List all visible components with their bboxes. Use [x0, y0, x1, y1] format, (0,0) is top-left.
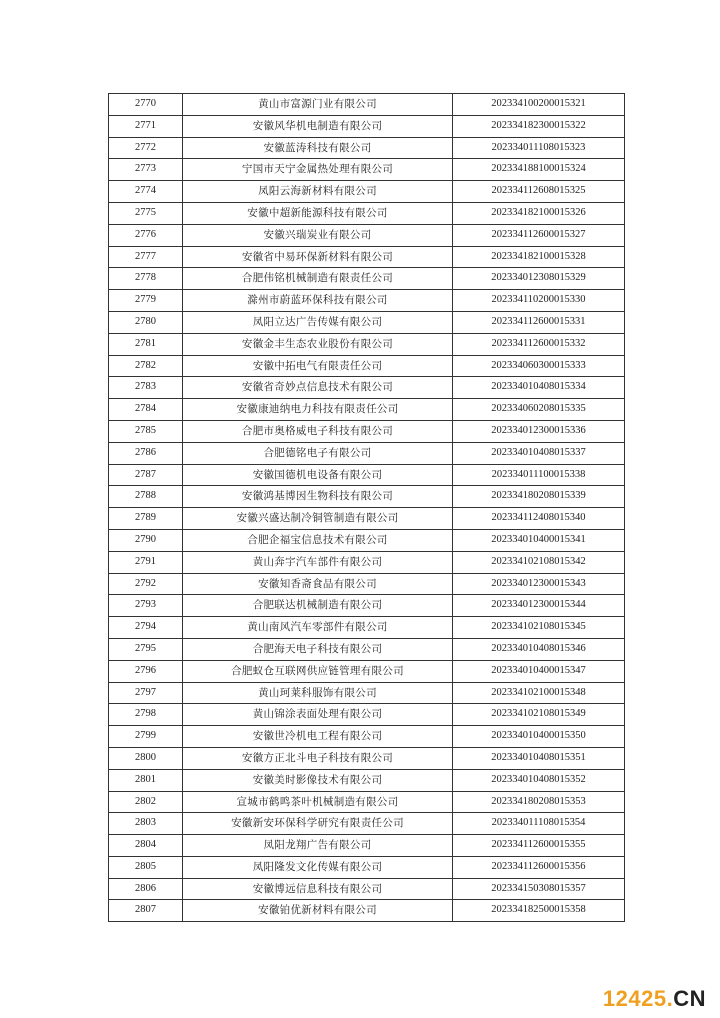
table-row [109, 181, 625, 203]
registration-code-cell: 202334010408015346 [453, 638, 625, 660]
row-number-cell: 2803 [109, 813, 183, 835]
table-row [109, 355, 625, 377]
registration-code-cell: 202334010408015352 [453, 769, 625, 791]
row-number-cell: 2804 [109, 835, 183, 857]
company-name-cell: 黄山市富源门业有限公司 [183, 94, 453, 116]
row-number-cell: 2788 [109, 486, 183, 508]
table-row [109, 442, 625, 464]
row-number-cell: 2800 [109, 747, 183, 769]
table-row [109, 268, 625, 290]
row-number-cell: 2792 [109, 573, 183, 595]
table-row [109, 595, 625, 617]
table-row [109, 747, 625, 769]
registration-code-cell: 202334010400015341 [453, 529, 625, 551]
table-row [109, 573, 625, 595]
table-row [109, 224, 625, 246]
company-name-cell: 合肥蚁仓互联网供应链管理有限公司 [183, 660, 453, 682]
company-name-cell: 安徽兴盛达制冷铜管制造有限公司 [183, 508, 453, 530]
row-number-cell: 2779 [109, 290, 183, 312]
company-name-cell: 宁国市天宁金属热处理有限公司 [183, 159, 453, 181]
company-name-cell: 安徽方正北斗电子科技有限公司 [183, 747, 453, 769]
company-name-cell: 安徽省奇妙点信息技术有限公司 [183, 377, 453, 399]
registration-code-cell: 202334182300015322 [453, 115, 625, 137]
row-number-cell: 2795 [109, 638, 183, 660]
row-number-cell: 2778 [109, 268, 183, 290]
table-row [109, 551, 625, 573]
table-row [109, 900, 625, 922]
row-number-cell: 2775 [109, 202, 183, 224]
table-row [109, 420, 625, 442]
company-name-cell: 合肥联达机械制造有限公司 [183, 595, 453, 617]
registration-code-cell: 202334012300015336 [453, 420, 625, 442]
table-row [109, 311, 625, 333]
row-number-cell: 2790 [109, 529, 183, 551]
row-number-cell: 2806 [109, 878, 183, 900]
row-number-cell: 2791 [109, 551, 183, 573]
registration-code-cell: 202334112600015331 [453, 311, 625, 333]
company-name-cell: 安徽省中易环保新材料有限公司 [183, 246, 453, 268]
company-name-cell: 安徽铂优新材料有限公司 [183, 900, 453, 922]
site-watermark-logo [603, 986, 706, 1012]
registration-code-cell: 202334100200015321 [453, 94, 625, 116]
table-row [109, 115, 625, 137]
row-number-cell: 2796 [109, 660, 183, 682]
company-name-cell: 黄山南风汽车零部件有限公司 [183, 617, 453, 639]
row-number-cell: 2789 [109, 508, 183, 530]
registration-code-cell: 202334182100015326 [453, 202, 625, 224]
registration-code-cell: 202334112608015325 [453, 181, 625, 203]
table-row [109, 878, 625, 900]
table-row [109, 726, 625, 748]
row-number-cell: 2771 [109, 115, 183, 137]
registry-table [108, 93, 625, 922]
registration-code-cell: 202334180208015339 [453, 486, 625, 508]
registration-code-cell: 202334060300015333 [453, 355, 625, 377]
company-name-cell: 安徽康迪纳电力科技有限责任公司 [183, 399, 453, 421]
company-name-cell: 安徽中超新能源科技有限公司 [183, 202, 453, 224]
row-number-cell: 2782 [109, 355, 183, 377]
registration-code-cell: 202334112600015356 [453, 856, 625, 878]
registration-code-cell: 202334182500015358 [453, 900, 625, 922]
registration-code-cell: 202334112600015355 [453, 835, 625, 857]
company-name-cell: 凤阳立达广告传媒有限公司 [183, 311, 453, 333]
watermark-digits: 12425 [602, 986, 667, 1011]
registration-code-cell: 202334010408015337 [453, 442, 625, 464]
company-name-cell: 安徽知香斋食品有限公司 [183, 573, 453, 595]
registry-table-body [109, 94, 625, 922]
table-row [109, 486, 625, 508]
company-name-cell: 合肥企福宝信息技术有限公司 [183, 529, 453, 551]
row-number-cell: 2798 [109, 704, 183, 726]
table-row [109, 682, 625, 704]
registration-code-cell: 202334102108015349 [453, 704, 625, 726]
row-number-cell: 2786 [109, 442, 183, 464]
company-name-cell: 安徽博远信息科技有限公司 [183, 878, 453, 900]
table-row [109, 377, 625, 399]
registration-code-cell: 202334011108015354 [453, 813, 625, 835]
row-number-cell: 2784 [109, 399, 183, 421]
company-name-cell: 安徽美时影像技术有限公司 [183, 769, 453, 791]
company-name-cell: 宣城市鹤鸣茶叶机械制造有限公司 [183, 791, 453, 813]
table-row [109, 333, 625, 355]
row-number-cell: 2797 [109, 682, 183, 704]
company-name-cell: 凤阳云海新材料有限公司 [183, 181, 453, 203]
watermark-tld: CN [673, 986, 706, 1011]
company-name-cell: 合肥海天电子科技有限公司 [183, 638, 453, 660]
registration-code-cell: 202334150308015357 [453, 878, 625, 900]
company-name-cell: 安徽国德机电设备有限公司 [183, 464, 453, 486]
registration-code-cell: 202334112600015332 [453, 333, 625, 355]
row-number-cell: 2772 [109, 137, 183, 159]
row-number-cell: 2793 [109, 595, 183, 617]
registration-code-cell: 202334012308015329 [453, 268, 625, 290]
table-row [109, 660, 625, 682]
company-name-cell: 安徽蓝涛科技有限公司 [183, 137, 453, 159]
table-row [109, 856, 625, 878]
table-row [109, 529, 625, 551]
row-number-cell: 2770 [109, 94, 183, 116]
registration-code-cell: 202334102108015345 [453, 617, 625, 639]
row-number-cell: 2783 [109, 377, 183, 399]
company-name-cell: 黄山奔宇汽车部件有限公司 [183, 551, 453, 573]
company-name-cell: 凤阳隆发文化传媒有限公司 [183, 856, 453, 878]
registration-code-cell: 202334012300015344 [453, 595, 625, 617]
table-row [109, 508, 625, 530]
row-number-cell: 2780 [109, 311, 183, 333]
company-name-cell: 黄山锦涂表面处理有限公司 [183, 704, 453, 726]
company-name-cell: 安徽金丰生态农业股份有限公司 [183, 333, 453, 355]
table-row [109, 617, 625, 639]
row-number-cell: 2776 [109, 224, 183, 246]
registration-code-cell: 202334110200015330 [453, 290, 625, 312]
company-name-cell: 安徽新安环保科学研究有限责任公司 [183, 813, 453, 835]
table-row [109, 246, 625, 268]
registration-code-cell: 202334182100015328 [453, 246, 625, 268]
registration-code-cell: 202334112408015340 [453, 508, 625, 530]
row-number-cell: 2794 [109, 617, 183, 639]
row-number-cell: 2787 [109, 464, 183, 486]
registration-code-cell: 202334010400015347 [453, 660, 625, 682]
table-row [109, 704, 625, 726]
registration-code-cell: 202334010400015350 [453, 726, 625, 748]
company-name-cell: 凤阳龙翔广告有限公司 [183, 835, 453, 857]
company-name-cell: 安徽鸿基博因生物科技有限公司 [183, 486, 453, 508]
table-row [109, 835, 625, 857]
registration-code-cell: 202334180208015353 [453, 791, 625, 813]
company-name-cell: 安徽兴瑞炭业有限公司 [183, 224, 453, 246]
company-name-cell: 安徽世冷机电工程有限公司 [183, 726, 453, 748]
row-number-cell: 2785 [109, 420, 183, 442]
row-number-cell: 2774 [109, 181, 183, 203]
registration-code-cell: 202334012300015343 [453, 573, 625, 595]
registration-code-cell: 202334102108015342 [453, 551, 625, 573]
table-row [109, 137, 625, 159]
table-row [109, 813, 625, 835]
company-name-cell: 黄山珂莱科服饰有限公司 [183, 682, 453, 704]
watermark-dot: . [666, 986, 674, 1011]
row-number-cell: 2807 [109, 900, 183, 922]
row-number-cell: 2781 [109, 333, 183, 355]
registration-code-cell: 202334010408015334 [453, 377, 625, 399]
table-row [109, 791, 625, 813]
table-row [109, 399, 625, 421]
registration-code-cell: 202334011108015323 [453, 137, 625, 159]
row-number-cell: 2773 [109, 159, 183, 181]
table-row [109, 94, 625, 116]
row-number-cell: 2801 [109, 769, 183, 791]
table-row [109, 769, 625, 791]
table-row [109, 464, 625, 486]
company-name-cell: 安徽风华机电制造有限公司 [183, 115, 453, 137]
table-row [109, 202, 625, 224]
registration-code-cell: 202334010408015351 [453, 747, 625, 769]
row-number-cell: 2777 [109, 246, 183, 268]
registration-code-cell: 202334188100015324 [453, 159, 625, 181]
company-name-cell: 合肥伟铭机械制造有限责任公司 [183, 268, 453, 290]
row-number-cell: 2805 [109, 856, 183, 878]
company-name-cell: 安徽中拓电气有限责任公司 [183, 355, 453, 377]
company-name-cell: 合肥德铭电子有限公司 [183, 442, 453, 464]
table-row [109, 638, 625, 660]
registration-code-cell: 202334102100015348 [453, 682, 625, 704]
company-name-cell: 滁州市蔚蓝环保科技有限公司 [183, 290, 453, 312]
company-name-cell: 合肥市奥格威电子科技有限公司 [183, 420, 453, 442]
table-row [109, 159, 625, 181]
registration-code-cell: 202334011100015338 [453, 464, 625, 486]
registration-code-cell: 202334060208015335 [453, 399, 625, 421]
row-number-cell: 2799 [109, 726, 183, 748]
registration-code-cell: 202334112600015327 [453, 224, 625, 246]
table-row [109, 290, 625, 312]
row-number-cell: 2802 [109, 791, 183, 813]
